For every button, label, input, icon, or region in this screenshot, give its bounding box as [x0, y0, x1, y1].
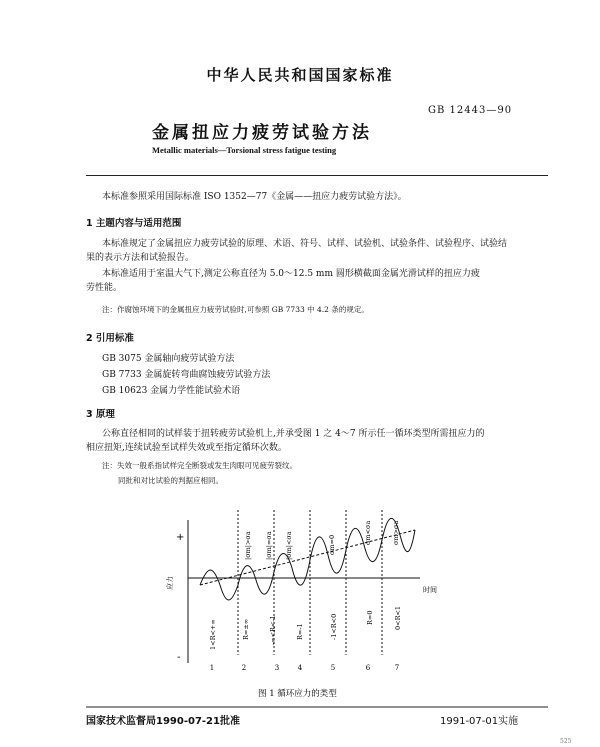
section-3-heading: 3 原理 [86, 409, 115, 420]
bottom-label: 0<R<1 [394, 605, 402, 630]
cycle-number: 4 [297, 664, 303, 672]
top-label: |σm|>σa [244, 531, 252, 560]
top-label: σm=0 [328, 534, 336, 555]
stress-axis-label: 应力 [166, 576, 174, 590]
section-1-para-1-line-1: 本标准规定了金属扭应力疲劳试验的原理、术语、符号、试样、试验机、试验条件、试验程序、试验结 [102, 239, 508, 249]
section-3-note-1: 注：失效一般系指试样完全断裂或发生肉眼可见疲劳裂纹。 [102, 461, 297, 470]
reference-item: GB 7733 金属旋转弯曲腐蚀疲劳试验方法 [102, 370, 271, 380]
national-standard-heading: 中华人民共和国国家标准 [206, 66, 394, 84]
section-1-para-2-line-1: 本标准适用于室温大气下,测定公称直径为 5.0～12.5 mm 圆形横截面金属光滑试样的扭应力疲 [102, 269, 480, 279]
bottom-label: R=-1 [296, 623, 304, 640]
section-3-para-line-2: 相应扭矩,连续试验至试样失效或至指定循环次数。 [86, 443, 287, 453]
section-2-heading: 2 引用标准 [86, 333, 134, 344]
page-number: 525 [560, 738, 572, 745]
implementation-date: 1991-07-01实施 [440, 716, 519, 727]
section-3-para-line-1: 公称直径相同的试样装于扭转疲劳试验机上,并承受图 1 之 4～7 所示任一循环类型所需扭应力的 [102, 429, 485, 439]
top-label: |σm|<σa [285, 531, 293, 560]
bottom-label: R=±∞ [242, 618, 250, 640]
section-1-note: 注：作腐蚀环境下的金属扭应力疲劳试验时,可参照 GB 7733 中 4.2 条的规定。 [102, 305, 369, 314]
section-3-note-2: 同批和对比试验的判据应相同。 [118, 476, 223, 485]
reference-item: GB 3075 金属轴向疲劳试验方法 [102, 354, 235, 364]
minus-sign: - [177, 652, 181, 663]
cycle-number: 2 [241, 664, 247, 672]
section-1-heading: 1 主题内容与适用范围 [86, 218, 182, 229]
approval-date: 国家技术监督局1990-07-21批准 [86, 716, 240, 727]
reference-item: GB 10623 金属力学性能试验术语 [102, 386, 241, 396]
section-1-para-2-line-2: 劳性能。 [86, 283, 123, 293]
bottom-label: -1<R<0 [330, 613, 338, 640]
top-label: σm>σa [392, 520, 400, 545]
bottom-label: -∞<R<-1 [269, 615, 277, 645]
bottom-label: 1<R<+∞ [209, 619, 217, 650]
top-label: σm<σa [364, 520, 372, 545]
figure-caption: 图 1 循环应力的类型 [258, 689, 337, 699]
cycle-number: 5 [330, 664, 336, 672]
standard-code: GB 12443—90 [428, 105, 513, 116]
plus-sign: + [176, 532, 185, 543]
bottom-label: R=0 [366, 610, 374, 625]
cycle-number: 6 [365, 664, 371, 672]
cycle-number: 7 [394, 664, 400, 672]
english-title: Metallic materials—Torsional stress fatigue testing [152, 145, 337, 155]
stress-waveform [200, 518, 415, 600]
section-1-para-1-line-2: 果的表示方法和试验报告。 [86, 253, 195, 263]
time-axis-label: 时间 [423, 586, 437, 594]
cycle-number: 3 [274, 664, 280, 672]
document-title: 金属扭应力疲劳试验方法 [152, 123, 372, 143]
top-label: |σm|=σa [265, 531, 273, 560]
cycle-number: 1 [209, 664, 215, 672]
intro-paragraph: 本标准参照采用国际标准 ISO 1352—77《金属——扭应力疲劳试验方法》。 [102, 192, 407, 202]
